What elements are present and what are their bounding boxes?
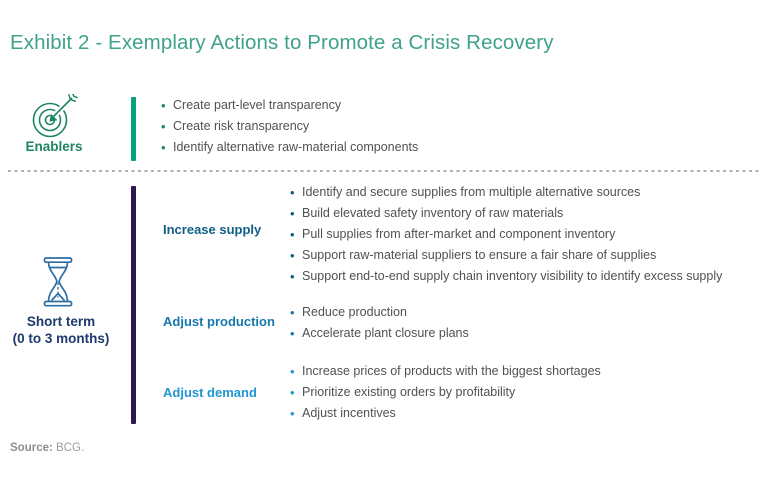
enablers-accent-bar — [131, 97, 136, 161]
list-item: • Increase prices of products with the biggest shortages — [290, 361, 601, 382]
adjust-production-list — [290, 302, 469, 344]
list-item: • Pull supplies from after-market and component inventory — [290, 224, 722, 245]
list-item: • Support raw-material suppliers to ensure a fair share of supplies — [290, 245, 722, 266]
group-label-adjust-demand: Adjust demand — [163, 385, 257, 400]
group-label-adjust-production: Adjust production — [163, 314, 275, 329]
short-term-label-line1: Short term — [26, 314, 96, 329]
exhibit-title: Exhibit 2 - Exemplary Actions to Promote a Crisis Recovery — [10, 31, 554, 54]
list-item: • Prioritize existing orders by profitability — [290, 382, 601, 403]
list-item: • Accelerate plant closure plans — [290, 323, 469, 344]
enablers-list — [161, 95, 418, 158]
enablers-label: Enablers — [25, 139, 83, 154]
list-item: • Identify and secure supplies from multiple alternative sources — [290, 182, 722, 203]
group-label-increase-supply: Increase supply — [163, 222, 262, 237]
target-icon — [29, 94, 81, 140]
list-item: • Create risk transparency — [161, 116, 418, 137]
list-item: • Create part-level transparency — [161, 95, 418, 116]
short-term-label-line2: (0 to 3 months) — [12, 331, 110, 346]
dashed-divider — [8, 170, 760, 172]
increase-supply-list — [290, 182, 722, 287]
short-term-accent-bar — [131, 186, 136, 424]
adjust-demand-list — [290, 361, 601, 424]
list-item: • Build elevated safety inventory of raw materials — [290, 203, 722, 224]
list-item: • Reduce production — [290, 302, 469, 323]
hourglass-icon — [40, 256, 76, 308]
source-note — [10, 442, 84, 454]
list-item: • Identify alternative raw-material components — [161, 137, 418, 158]
source-label: Source: — [10, 442, 53, 454]
short-term-label — [6, 313, 116, 347]
list-item: • Adjust incentives — [290, 403, 601, 424]
source-value: BCG. — [56, 442, 85, 454]
list-item: • Support end-to-end supply chain inventory visibility to identify excess supply — [290, 266, 722, 287]
